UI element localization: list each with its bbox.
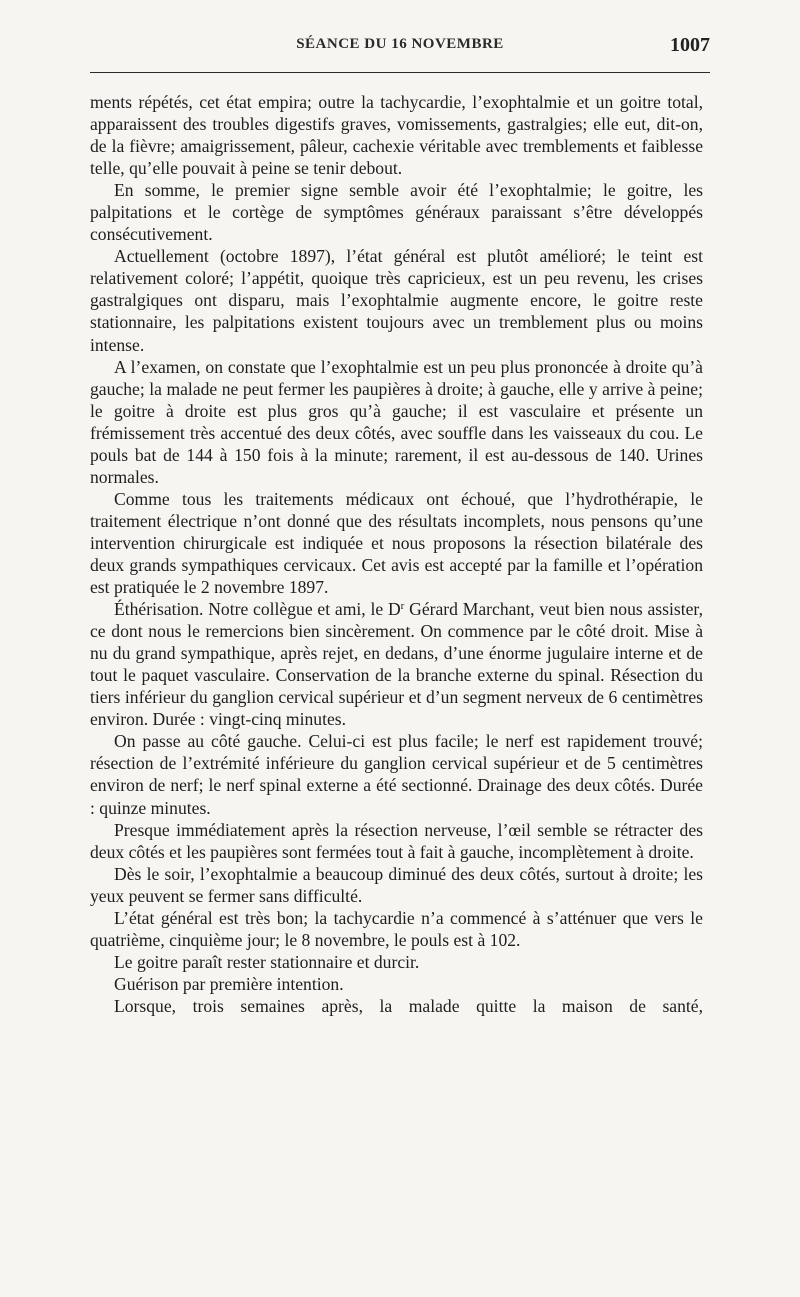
paragraph: Presque immédiatement après la résection nerveuse, l’œil semble se rétracter des deux côtés et les paupières sont fermées tout à fait à gauche, incomplètement à droite. <box>90 819 703 862</box>
paragraph: Guérison par première intention. <box>114 973 344 994</box>
running-title: SÉANCE DU 16 NOVEMBRE <box>296 36 504 52</box>
page-number: 1007 <box>670 34 710 56</box>
paragraph-etherisation <box>90 598 703 730</box>
paragraph-text: Éthérisation. Notre collègue et ami, le D <box>114 599 401 620</box>
paragraph: Le goitre paraît rester stationnaire et durcir. <box>114 951 420 972</box>
body-text <box>90 91 703 1017</box>
paragraph: L’état général est très bon; la tachycardie n’a commencé à s’atténuer que vers le quatrième, cinquième jour; le 8 novembre, le pouls est à 102. <box>90 907 703 950</box>
paragraph: Actuellement (octobre 1897), l’état général est plutôt amélioré; le teint est relativement coloré; l’appétit, quoique très capricieux, est un peu revenu, les crises gastralgiques ont disparu, mais l’exophtalmie augmente encore, le goitre reste stationnaire, les palpitations existent toujours avec un tremblement plus ou moins intense. <box>90 246 703 355</box>
page-header <box>90 36 710 64</box>
paragraph: Lorsque, trois semaines après, la malade quitte la maison de santé, <box>114 995 703 1016</box>
superscript: r <box>400 600 405 613</box>
paragraph: En somme, le premier signe semble avoir été l’exophtalmie; le goitre, les palpitations et le cortège de symptômes généraux paraissant s’être développés consécutivement. <box>90 180 703 245</box>
paragraph: ments répétés, cet état empira; outre la tachycardie, l’exophtalmie et un goitre total, apparaissent des troubles digestifs graves, vomissements, gastralgies; elle eut, dit-on, de la fièvre; amaigrissement, pâleur, cachexie véritable avec tremblements et faiblesse telle, qu’elle pouvait à peine se tenir debout. <box>90 92 703 179</box>
paragraph: On passe au côté gauche. Celui-ci est plus facile; le nerf est rapidement trouvé; résection de l’extrémité inférieure du ganglion cervical supérieur et de 5 centimètres environ de nerf; le nerf spinal externe a été sectionné. Drainage des deux côtés. Durée : quinze minutes. <box>90 731 703 818</box>
paragraph-text: Gérard Marchant, veut bien nous assister, ce dont nous le remercions bien sincèrement. On commence par le côté droit. Mise à nu du grand sympathique, après rejet, en dedans, d’une énorme jugulaire interne et de tout le paquet vasculaire. Conservation de la branche externe du spinal. Résection du tiers inférieur du ganglion cervical supérieur et d’un segment nerveux de 6 centimètres environ. Durée : vingt-cinq minutes. <box>90 599 703 730</box>
header-rule <box>90 72 710 73</box>
paragraph: Dès le soir, l’exophtalmie a beaucoup diminué des deux côtés, surtout à droite; les yeux peuvent se fermer sans difficulté. <box>90 863 703 906</box>
paragraph: A l’examen, on constate que l’exophtalmie est un peu plus prononcée à droite qu’à gauche; la malade ne peut fermer les paupières à droite; à gauche, elle y arrive à peine; le goitre à droite est plus gros qu’à gauche; il est vasculaire et présente un frémissement très accentué des deux côtés, avec souffle dans les vaisseaux du cou. Le pouls bat de 144 à 150 fois à la minute; rarement, il est au-dessous de 140. Urines normales. <box>90 356 703 487</box>
paragraph: Comme tous les traitements médicaux ont échoué, que l’hydrothérapie, le traitement électrique n’ont donné que des résultats incomplets, nous pensons qu’une intervention chirurgicale est indiquée et nous proposons la résection bilatérale des deux grands sympathiques cervicaux. Cet avis est accepté par la famille et l’opération est pratiquée le 2 novembre 1897. <box>90 488 703 598</box>
